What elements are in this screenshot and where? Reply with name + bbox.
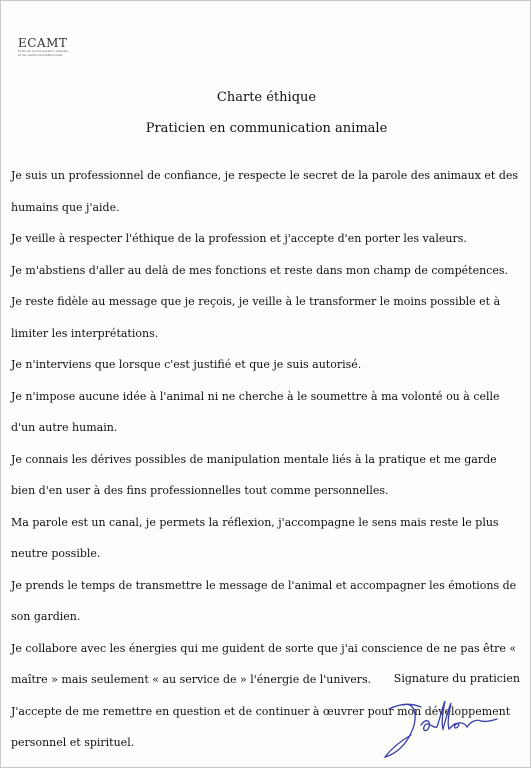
charter-item: Je prends le temps de transmettre le message de l'animal et accompagner les émotions de son gardien. [11,578,517,623]
charter-item: J'accepte de me remettre en question et de continuer à œuvrer pour mon développement personnel et spirituel. [11,704,511,749]
handwritten-signature [381,691,516,761]
document-subtitle: Praticien en communication animale [145,121,388,136]
ecamt-logo [18,37,108,57]
charter-item: Je collabore avec les énergies qui me guident de sorte que j'ai conscience de ne pas être « maître » mais seulement « au service de » l'énergie de l'univers. [11,641,517,686]
charter-item: Je suis un professionnel de confiance, je respecte le secret de la parole des animaux et des humains que j'aide. [11,169,519,214]
document-title: Charte éthique [216,90,317,105]
charter-body [11,160,521,759]
charter-item: Je m'abstiens d'aller au delà de mes fonctions et reste dans mon champ de compétences. [11,263,508,277]
charter-item: Je n'interviens que lorsque c'est justifié et que je suis autorisé. [11,358,362,371]
charter-item: Je connais les dérives possibles de manipulation mentale liés à la pratique et me garde bien d'en user à des fins professionnelles tout comme personnelles. [11,452,497,497]
signature-label: Signature du praticien [393,672,520,685]
charter-item: Ma parole est un canal, je permets la réflexion, j'accompagne le sens mais reste le plus neutre possible. [11,515,499,560]
logo-tagline-1: École de communication animale [18,49,68,53]
charter-item: Je n'impose aucune idée à l'animal ni ne cherche à le soumettre à ma volonté ou à celle d'un autre humain. [11,389,500,434]
logo-tagline-2: et de médecine traditionnelle [18,53,63,57]
charter-item: Je reste fidèle au message que je reçois, je veille à le transformer le moins possible et à limiter les interprétations. [11,295,501,340]
charter-item: Je veille à respecter l'éthique de la profession et j'accepte d'en porter les valeurs. [11,232,467,245]
logo-name: ECAMT [18,36,68,50]
